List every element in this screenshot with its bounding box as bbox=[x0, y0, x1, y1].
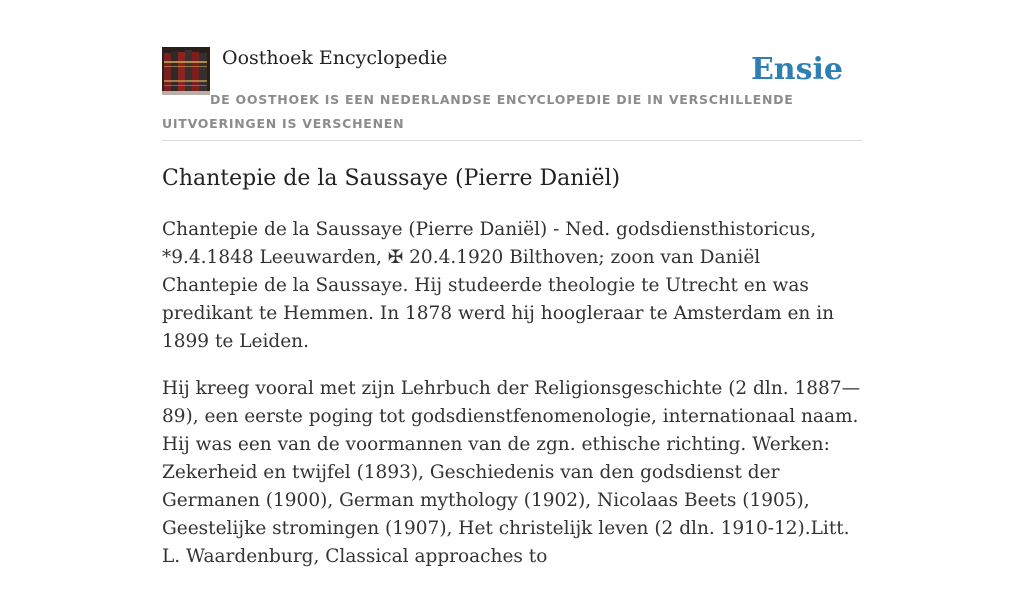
site-header bbox=[162, 0, 862, 141]
article-paragraph: Chantepie de la Saussaye (Pierre Daniël) - Ned. godsdiensthistoricus, *9.4.1848 Leeuwarden, ✠ 20.4.1920 Bilthoven; zoon van Daniël Chantepie de la Saussaye. Hij studeerde theologie te Utrecht en was predikant te Hemmen. In 1878 werd hij hoogleraar te Amsterdam en in 1899 te Leiden. bbox=[162, 219, 835, 352]
article-body bbox=[162, 216, 862, 590]
site-tagline: DE OOSTHOEK IS EEN NEDERLANDSE ENCYCLOPEDIE DIE IN VERSCHILLENDE UITVOERINGEN IS VERSCHENEN bbox=[162, 92, 794, 131]
article-paragraph: Hij kreeg vooral met zijn Lehrbuch der Religionsgeschichte (2 dln. 1887—89), een eerste poging tot godsdienstfenomenologie, internationaal naam. Hij was een van de voormannen van de zgn. ethische richting. Werken: Zekerheid en twijfel (1893), Geschiedenis van den godsdienst der Germanen (1900), German mythology (1902), Nicolaas Beets (1905), Geestelijke stromingen (1907), Het christelijk leven (2 dln. 1910-12).Litt. L. Waardenburg, Classical approaches to bbox=[162, 378, 861, 567]
content-column bbox=[162, 0, 862, 567]
brand-logo[interactable]: Ensie bbox=[750, 52, 843, 87]
article-title: Chantepie de la Saussaye (Pierre Daniël) bbox=[162, 166, 621, 191]
site-title[interactable]: Oosthoek Encyclopedie bbox=[222, 47, 448, 69]
